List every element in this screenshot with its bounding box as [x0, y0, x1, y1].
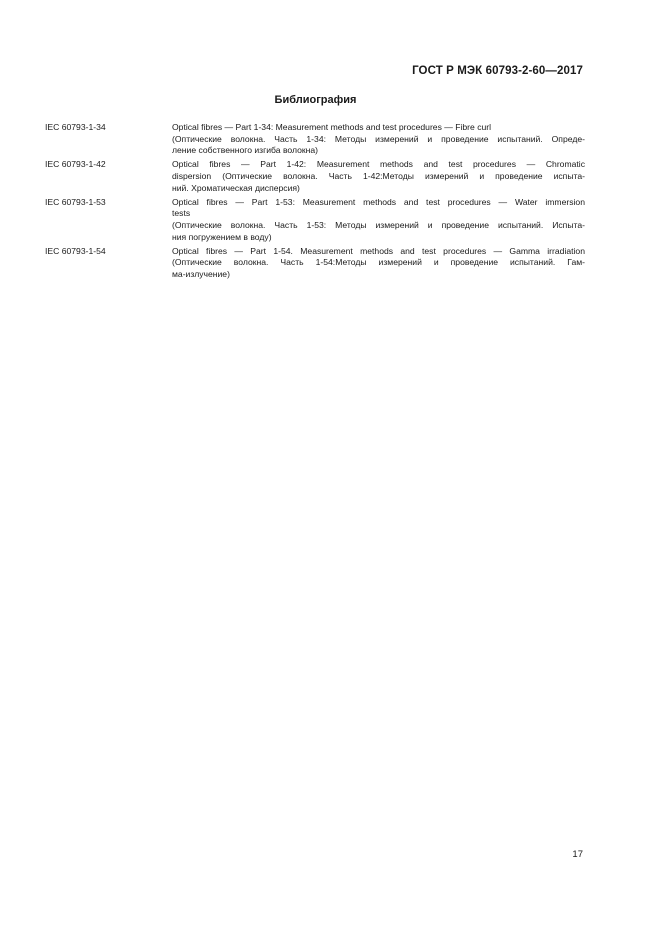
standard-code: ГОСТ Р МЭК 60793-2-60—2017: [412, 65, 583, 77]
entry-code: IEC 60793-1-54: [45, 245, 106, 256]
entry-line: dispersion (Оптические волокна. Часть 1-42:Методы измерений и проведение испыта-: [172, 170, 585, 181]
entry-line: (Оптические волокна. Часть 1-54:Методы измерений и проведение испытаний. Гам-: [172, 257, 585, 268]
entry-line: Optical fibres — Part 1-54. Measurement methods and test procedures — Gamma irradiation: [172, 245, 585, 256]
entry-line: tests: [172, 208, 191, 219]
entry-line: ление собственного изгиба волокна): [172, 145, 319, 156]
entry-line: (Оптические волокна. Часть 1-53: Методы измерений и проведение испытаний. Испыта-: [172, 219, 585, 230]
entry-text: [172, 159, 585, 194]
entry-text: [172, 197, 585, 243]
bibliography-entry: [45, 159, 585, 194]
entry-text: [172, 122, 585, 157]
entry-code: IEC 60793-1-53: [45, 196, 106, 207]
page-number: 17: [572, 849, 583, 860]
entry-line: Optical fibres — Part 1-42: Measurement methods and test procedures — Chromatic: [172, 159, 585, 170]
bibliography-entry: [45, 197, 585, 243]
entry-line: ний. Хроматическая дисперсия): [172, 182, 300, 193]
entry-text: [172, 246, 585, 281]
bibliography-entry: [45, 122, 585, 157]
bibliography-list: [45, 122, 585, 283]
section-title: Библиография: [274, 94, 357, 106]
entry-line: ма-излучение): [172, 268, 230, 279]
entry-code: IEC 60793-1-42: [45, 159, 106, 170]
entry-line: (Оптические волокна. Часть 1-34: Методы измерений и проведение испытаний. Опреде-: [172, 133, 585, 144]
entry-line: ния погружением в воду): [172, 231, 272, 242]
entry-code: IEC 60793-1-34: [45, 122, 106, 132]
entry-line: Optical fibres — Part 1-34: Measurement methods and test procedures — Fibre curl: [172, 122, 492, 132]
entry-line: Optical fibres — Part 1-53: Measurement methods and test procedures — Water immersion: [172, 196, 585, 207]
bibliography-entry: [45, 246, 585, 281]
